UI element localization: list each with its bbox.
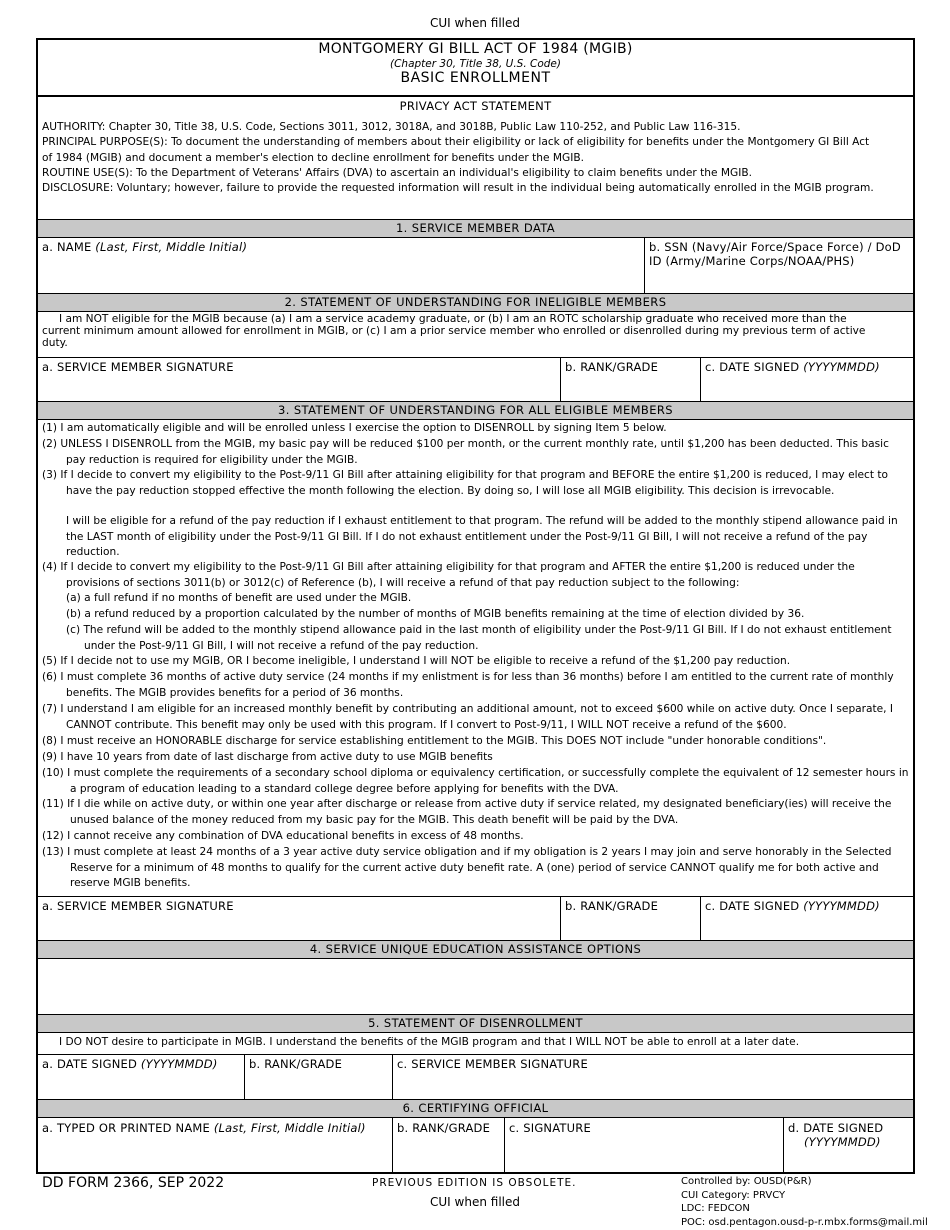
privacy-act-heading: PRIVACY ACT STATEMENT bbox=[399, 99, 552, 113]
disenrollment-statement: I DO NOT desire to participate in MGIB. I understand the benefits of the MGIB program and that I WILL NOT be able to enroll at a later date. bbox=[59, 1036, 800, 1048]
section-6-header: 6. CERTIFYING OFFICIAL bbox=[38, 1099, 913, 1118]
form-identifier: DD FORM 2366, SEP 2022 bbox=[42, 1175, 225, 1191]
eligible-item-5: (5) If I decide not to use my MGIB, OR I become ineligible, I understand I will NOT be eligible to receive a refund of the $1,200 pay reduction. bbox=[42, 655, 791, 667]
form-header bbox=[38, 40, 913, 86]
privacy-authority: AUTHORITY: Chapter 30, Title 38, U.S. Code, Sections 3011, 3012, 3018A, and 3018B, Public Law 110-252, and Public Law 116-315. bbox=[42, 121, 741, 133]
certifying-date-label: d. DATE SIGNED bbox=[788, 1121, 884, 1135]
eligible-item-3-continued: I will be eligible for a refund of the pay reduction if I exhaust entitlement to that program. The refund will be added to the monthly stipend allowance paid in the LAST month of eligibility under the Post-9/11 GI Bill. If I do not exhaust entitlement under the Post-9/11 GI Bill, I will not receive a refund of the pay reduction. bbox=[66, 515, 898, 559]
eligible-item-9: (9) I have 10 years from date of last discharge from active duty to use MGIB benefits bbox=[42, 751, 493, 763]
eligible-item-7: (7) I understand I am eligible for an increased monthly benefit by contributing an additional amount, not to exceed $600 while on active duty. Once I separate, I CANNOT contribute. This benefit may only be used with this program. If I convert to Post-9/11, I WILL NOT receive a refund of the $600. bbox=[42, 703, 894, 731]
cui-category: CUI Category: PRVCY bbox=[681, 1189, 786, 1201]
eligible-item-2: (2) UNLESS I DISENROLL from the MGIB, my basic pay will be reduced $100 per month, or the current monthly rate, until $1,200 has been deducted. This basic pay reduction is required for eligibility under the MGIB. bbox=[42, 438, 889, 466]
member-name-label: a. NAME (Last, First, Middle Initial) bbox=[42, 240, 248, 254]
section-2-rank-label: b. RANK/GRADE bbox=[565, 360, 659, 374]
divider bbox=[38, 95, 913, 97]
ineligible-statement: I am NOT eligible for the MGIB because (a) I am a service academy graduate, or (b) I am an ROTC scholarship graduate who received more than the current minimum amount allowed for enrollment in MGIB, or (c) I am a prior service member who enrolled or disenrolled during my previous term of active duty. bbox=[42, 313, 866, 349]
cui-marking-bottom: CUI when filled bbox=[430, 1195, 520, 1209]
section-5-date-label: a. DATE SIGNED (YYYYMMDD) bbox=[42, 1057, 218, 1071]
section-3-signature-label: a. SERVICE MEMBER SIGNATURE bbox=[42, 899, 234, 913]
certifying-rank-label: b. RANK/GRADE bbox=[397, 1121, 491, 1135]
section-5-header: 5. STATEMENT OF DISENROLLMENT bbox=[38, 1014, 913, 1033]
poc-email: POC: osd.pentagon.ousd-p-r.mbx.forms@mail.mil bbox=[681, 1216, 928, 1228]
eligible-item-4a: (a) a full refund if no months of benefit are used under the MGIB. bbox=[66, 592, 412, 604]
eligible-item-10: (10) I must complete the requirements of a secondary school diploma or equivalency certification, or successfully complete the equivalent of 12 semester hours in a program of education leading to a standard college degree before applying for benefits with the DVA. bbox=[42, 767, 909, 795]
eligible-item-3: (3) If I decide to convert my eligibility to the Post-9/11 GI Bill after attaining eligibility for that program and BEFORE the entire $1,200 is reduced, I may elect to have the pay reduction stopped effective the month following the election. By doing so, I will lose all MGIB eligibility. This decision is irrevocable. bbox=[42, 469, 889, 497]
section-5-rank-label: b. RANK/GRADE bbox=[249, 1057, 343, 1071]
section-2-signature-label: a. SERVICE MEMBER SIGNATURE bbox=[42, 360, 234, 374]
controlled-by: Controlled by: OUSD(P&R) bbox=[681, 1176, 812, 1187]
previous-edition-notice: PREVIOUS EDITION IS OBSOLETE. bbox=[372, 1177, 577, 1189]
section-3-date-label: c. DATE SIGNED (YYYYMMDD) bbox=[705, 899, 880, 913]
section-2-date-label: c. DATE SIGNED (YYYYMMDD) bbox=[705, 360, 880, 374]
privacy-routine-use: ROUTINE USE(S): To the Department of Veterans' Affairs (DVA) to ascertain an individual's eligibility to claim benefits under the MGIB. bbox=[42, 167, 752, 179]
certifying-name-label: a. TYPED OR PRINTED NAME (Last, First, Middle Initial) bbox=[42, 1121, 366, 1135]
education-options-input[interactable] bbox=[38, 959, 913, 1014]
ldc: LDC: FEDCON bbox=[681, 1203, 750, 1214]
cui-marking-top: CUI when filled bbox=[430, 16, 520, 30]
certifying-date-hint: (YYYYMMDD) bbox=[804, 1135, 881, 1149]
section-4-header: 4. SERVICE UNIQUE EDUCATION ASSISTANCE OPTIONS bbox=[38, 940, 913, 959]
eligible-item-8: (8) I must receive an HONORABLE discharge for service establishing entitlement to the MGIB. This DOES NOT include "under honorable conditions". bbox=[42, 735, 827, 747]
cui-control-block bbox=[681, 1175, 928, 1229]
section-3-header: 3. STATEMENT OF UNDERSTANDING FOR ALL ELIGIBLE MEMBERS bbox=[38, 401, 913, 420]
eligible-item-4: (4) If I decide to convert my eligibility to the Post-9/11 GI Bill after attaining eligibility for that program and AFTER the entire $1,200 is reduced under the provisions of sections 3011(b) or 3012(c) of Reference (b), I will receive a refund of that pay reduction subject to the following: bbox=[42, 561, 855, 589]
privacy-purpose: PRINCIPAL PURPOSE(S): To document the understanding of members about their eligibility or lack of eligibility for benefits under the Montgomery GI Bill Act of 1984 (MGIB) and document a member's election to decline enrollment for benefits under the MGIB. bbox=[42, 136, 870, 164]
eligible-item-4b: (b) a refund reduced by a proportion calculated by the number of months of MGIB benefits remaining at the time of election divided by 36. bbox=[66, 608, 805, 620]
section-2-header: 2. STATEMENT OF UNDERSTANDING FOR INELIGIBLE MEMBERS bbox=[38, 293, 913, 312]
eligible-item-4c: (c) The refund will be added to the monthly stipend allowance paid in the last month of eligibility under the Post-9/11 GI Bill. If I do not exhaust entitlement under the Post-9/11 GI Bill, I will not receive a refund of the pay reduction. bbox=[66, 624, 892, 652]
form-subtitle: (Chapter 30, Title 38, U.S. Code) bbox=[390, 58, 561, 70]
section-1-header: 1. SERVICE MEMBER DATA bbox=[38, 219, 913, 238]
eligible-item-11: (11) If I die while on active duty, or within one year after discharge or release from active duty if service related, my designated beneficiary(ies) will receive the unused balance of the money reduced from my basic pay for the MGIB. This death benefit will be paid by the DVA. bbox=[42, 798, 892, 826]
eligible-item-12: (12) I cannot receive any combination of DVA educational benefits in excess of 48 months. bbox=[42, 830, 524, 842]
certifying-signature-label: c. SIGNATURE bbox=[509, 1121, 591, 1135]
eligible-item-6: (6) I must complete 36 months of active duty service (24 months if my enlistment is for less than 36 months) before I am entitled to the current rate of monthly benefits. The MGIB provides benefits for a period of 36 months. bbox=[42, 671, 894, 699]
section-5-signature-label: c. SERVICE MEMBER SIGNATURE bbox=[397, 1057, 588, 1071]
section-3-rank-label: b. RANK/GRADE bbox=[565, 899, 659, 913]
ssn-label: b. SSN (Navy/Air Force/Space Force) / DoD ID (Army/Marine Corps/NOAA/PHS) bbox=[649, 240, 901, 268]
form-subtitle-basic-enrollment: BASIC ENROLLMENT bbox=[400, 70, 551, 86]
form-title: MONTGOMERY GI BILL ACT OF 1984 (MGIB) bbox=[318, 41, 633, 57]
eligible-item-1: (1) I am automatically eligible and will be enrolled unless I exercise the option to DISENROLL by signing Item 5 below. bbox=[42, 422, 667, 434]
dd-form-2366 bbox=[36, 38, 915, 1174]
education-options-field[interactable] bbox=[38, 959, 913, 1014]
eligible-item-13: (13) I must complete at least 24 months of a 3 year active duty service obligation and if my obligation is 2 years I may join and serve honorably in the Selected Reserve for a minimum of 48 months to qualify for the current active duty benefit rate. A (one) period of service CANNOT qualify me for both active and reserve MGIB benefits. bbox=[42, 846, 892, 890]
privacy-disclosure: DISCLOSURE: Voluntary; however, failure to provide the requested information will result in the individual being automatically enrolled in the MGIB program. bbox=[42, 182, 874, 194]
